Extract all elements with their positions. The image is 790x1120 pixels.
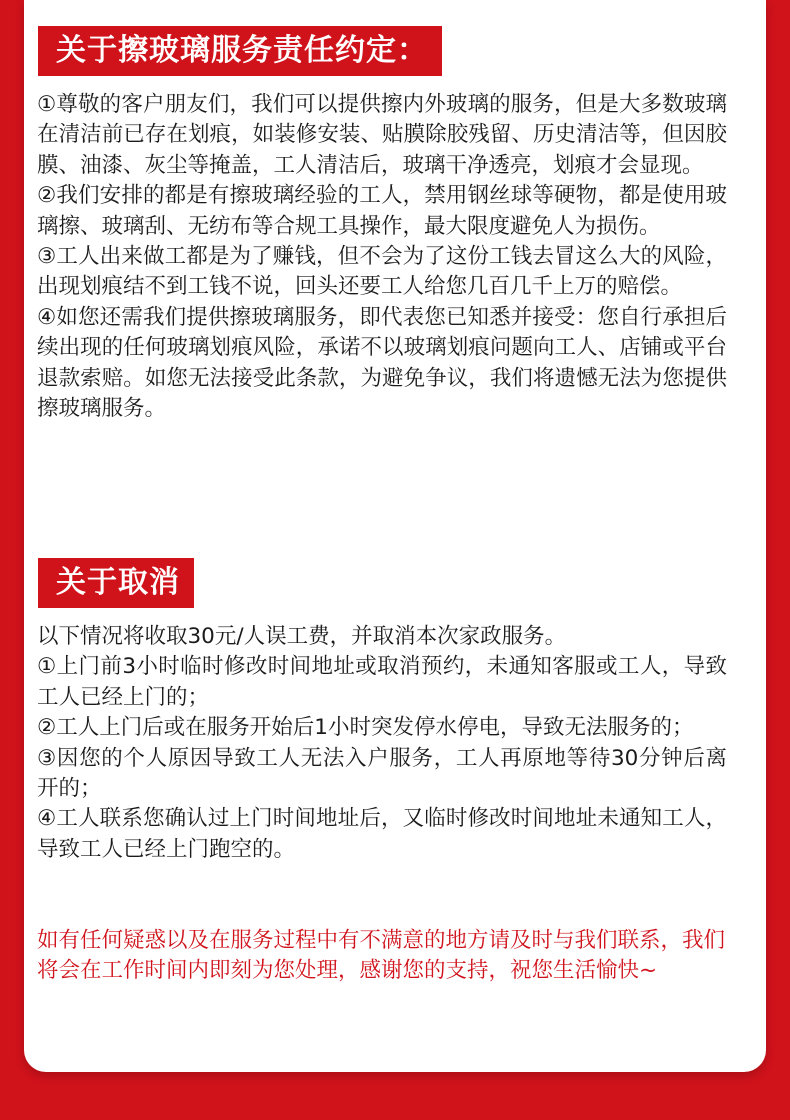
cancellation-item-1: ①上门前3小时临时修改时间地址或取消预约，未通知客服或工人，导致工人已经上门的； (37, 654, 727, 710)
cancellation-item-2: ②工人上门后或在服务开始后1小时突发停水停电，导致无法服务的； (37, 715, 694, 741)
cancellation-item-4: ④工人联系您确认过上门时间地址后，又临时修改时间地址未通知工人，导致工人已经上门跑空的。 (37, 806, 727, 862)
glass-cleaning-section-title: 关于擦玻璃服务责任约定： (38, 26, 442, 76)
glass-cleaning-terms (37, 90, 727, 424)
glass-term-3: ③工人出来做工都是为了赚钱，但不会为了这份工钱去冒这么大的风险，出现划痕结不到工钱不说，回头还要工人给您几百几千上万的赔偿。 (37, 244, 727, 300)
cancellation-terms (37, 622, 727, 865)
glass-term-2: ②我们安排的都是有擦玻璃经验的工人，禁用钢丝球等硬物，都是使用玻璃擦、玻璃刮、无纺布等合规工具操作，最大限度避免人为损伤。 (37, 183, 727, 239)
glass-term-4: ④如您还需我们提供擦玻璃服务，即代表您已知悉并接受：您自行承担后续出现的任何玻璃划痕风险，承诺不以玻璃划痕问题向工人、店铺或平台退款索赔。如您无法接受此条款，为避免争议，我们将遗憾无法为您提供擦玻璃服务。 (37, 304, 727, 422)
glass-term-1: ①尊敬的客户朋友们，我们可以提供擦内外玻璃的服务，但是大多数玻璃在清洁前已存在划痕，如装修安装、贴膜除胶残留、历史清洁等，但因胶膜、油漆、灰尘等掩盖，工人清洁后，玻璃干净透亮，划痕才会显现。 (37, 92, 727, 178)
cancellation-intro: 以下情况将收取30元/人误工费，并取消本次家政服务。 (37, 624, 567, 649)
cancellation-item-3: ③因您的个人原因导致工人无法入户服务，工人再原地等待30分钟后离开的； (37, 745, 727, 802)
closing-note: 如有任何疑惑以及在服务过程中有不满意的地方请及时与我们联系，我们将会在工作时间内即刻为您处理，感谢您的支持，祝您生活愉快~ (37, 928, 726, 984)
cancellation-section-title: 关于取消 (38, 558, 194, 608)
